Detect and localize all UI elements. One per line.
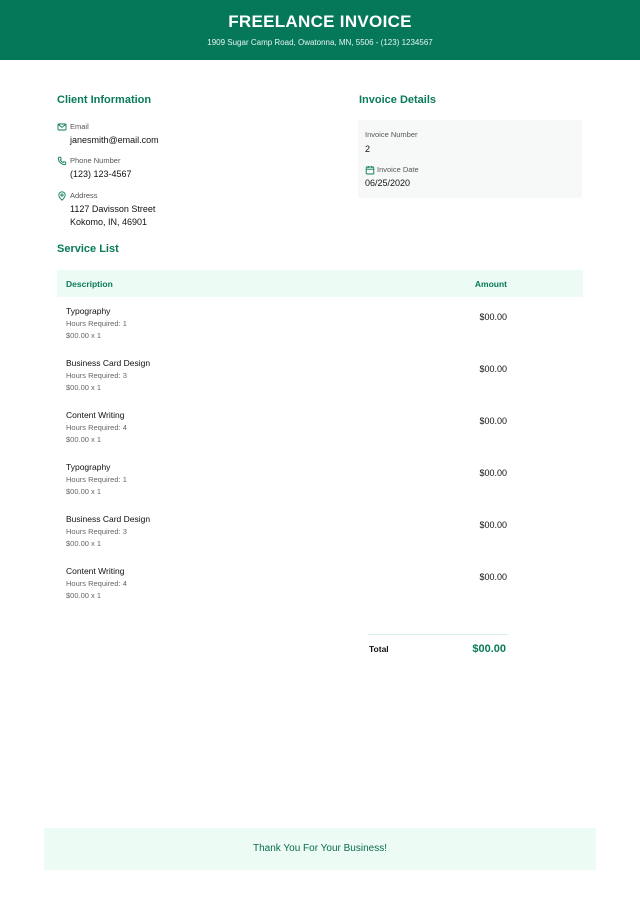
service-row	[57, 566, 583, 618]
service-row	[57, 410, 583, 462]
client-address-line2: Kokomo, IN, 46901	[70, 217, 148, 227]
service-description: Typography	[66, 306, 111, 316]
service-hours: Hours Required: 4	[66, 579, 127, 588]
service-table-header	[57, 270, 583, 297]
total-amount: $00.00	[472, 643, 506, 655]
service-hours: Hours Required: 3	[66, 371, 127, 380]
service-hours: Hours Required: 1	[66, 319, 127, 328]
service-row	[57, 462, 583, 514]
phone-icon	[57, 156, 67, 166]
invoice-details-heading: Invoice Details	[359, 94, 437, 106]
invoice-date-label: Invoice Date	[377, 165, 419, 174]
mail-icon	[57, 122, 67, 132]
service-list-heading: Service List	[57, 243, 119, 255]
service-amount: $00.00	[479, 312, 507, 322]
invoice-date: 06/25/2020	[365, 178, 411, 188]
service-row	[57, 514, 583, 566]
service-description: Business Card Design	[66, 514, 151, 524]
service-amount: $00.00	[479, 572, 507, 582]
service-rate: $00.00 x 1	[66, 591, 102, 600]
total-label: Total	[369, 644, 389, 654]
amount-column-header: Amount	[474, 279, 507, 289]
phone-label: Phone Number	[70, 156, 121, 165]
service-description: Typography	[66, 462, 111, 472]
service-rate: $00.00 x 1	[66, 331, 102, 340]
service-description: Content Writing	[66, 566, 125, 576]
client-phone: (123) 123-4567	[70, 169, 132, 179]
service-hours: Hours Required: 4	[66, 423, 127, 432]
service-description: Business Card Design	[66, 358, 151, 368]
address-label: Address	[70, 191, 98, 200]
service-amount: $00.00	[479, 416, 507, 426]
invoice-header	[0, 0, 640, 60]
description-column-header: Description	[66, 279, 113, 289]
client-address-line1: 1127 Davisson Street	[70, 204, 156, 214]
thank-you-footer	[44, 828, 596, 870]
company-address: 1909 Sugar Camp Road, Owatonna, MN, 5506 - (123) 1234567	[207, 38, 433, 47]
service-hours: Hours Required: 1	[66, 475, 127, 484]
client-information-heading: Client Information	[57, 94, 152, 106]
thank-you-message: Thank You For Your Business!	[253, 843, 387, 854]
service-row	[57, 358, 583, 410]
service-hours: Hours Required: 3	[66, 527, 127, 536]
service-row	[57, 306, 583, 358]
service-description: Content Writing	[66, 410, 125, 420]
invoice-title: FREELANCE INVOICE	[228, 12, 412, 31]
map-pin-icon	[57, 191, 67, 201]
invoice-number-label: Invoice Number	[365, 130, 418, 139]
calendar-icon	[365, 165, 375, 175]
email-label: Email	[70, 122, 89, 131]
invoice-number: 2	[365, 144, 371, 154]
service-rate: $00.00 x 1	[66, 435, 102, 444]
service-rate: $00.00 x 1	[66, 487, 102, 496]
service-rate: $00.00 x 1	[66, 383, 102, 392]
total-divider	[368, 634, 508, 635]
service-amount: $00.00	[479, 364, 507, 374]
service-amount: $00.00	[479, 520, 507, 530]
service-rate: $00.00 x 1	[66, 539, 102, 548]
invoice-details-card	[358, 120, 582, 198]
service-amount: $00.00	[479, 468, 507, 478]
client-email: janesmith@email.com	[70, 135, 159, 145]
